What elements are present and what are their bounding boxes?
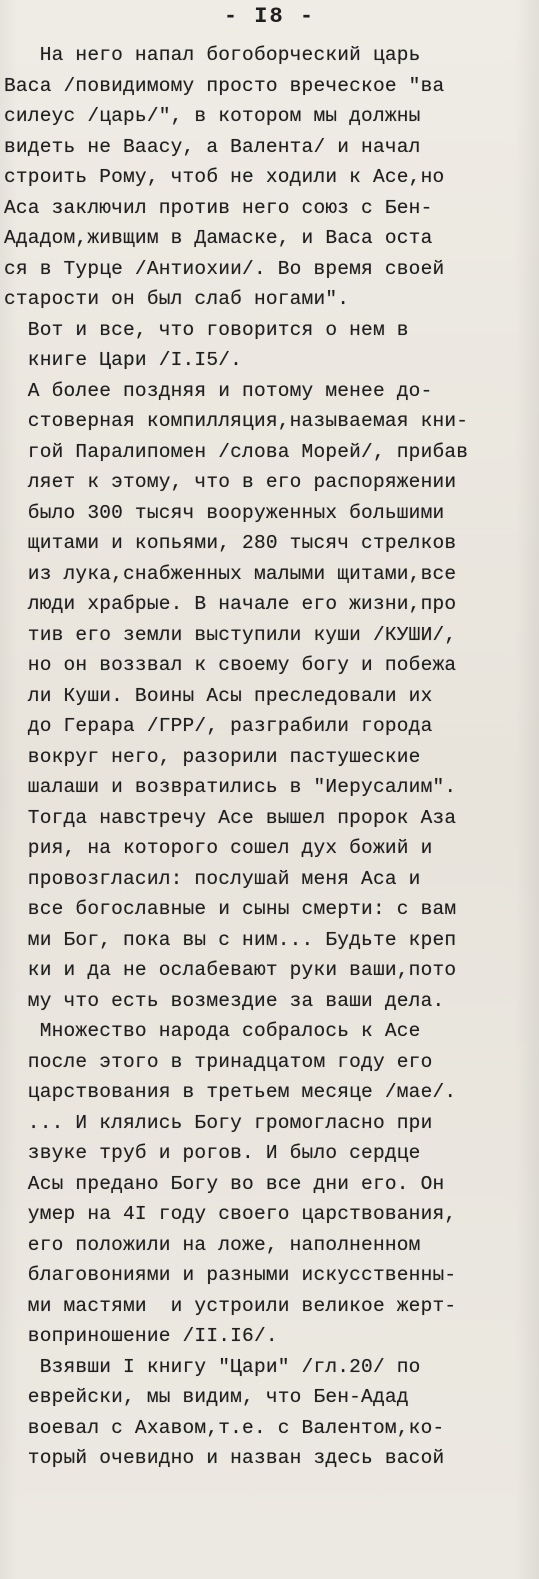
text-line: ли Куши. Воины Асы преследовали их xyxy=(4,684,433,707)
text-line: старости он был слаб ногами". xyxy=(4,288,350,310)
text-line: все богославные и сыны смерти: с вам xyxy=(4,898,457,920)
text-line: торый очевидно и назван здесь васой xyxy=(4,1447,445,1469)
text-line: ми мастями и устроили великое жерт- xyxy=(4,1294,457,1317)
text-line: ки и да не ослабевают руки ваши,пото xyxy=(4,959,457,981)
text-line: ми Бог, пока вы с ним... Будьте креп xyxy=(4,928,457,951)
text-line: тив его земли выступили куши /КУШИ/, xyxy=(4,623,457,646)
text-line: умер на 4I году своего царствования, xyxy=(4,1203,457,1225)
text-line: вокруг него, разорили пастушеские xyxy=(4,745,421,768)
text-line: Тогда навстречу Асе вышел пророк Аза xyxy=(4,806,457,829)
text-line: Аса заключил против него союз с Бен- xyxy=(4,196,433,219)
text-line: Вот и все, что говорится о нем в xyxy=(4,318,409,341)
text-line: было 300 тысяч вооруженных большими xyxy=(4,501,445,524)
text-line: А более поздняя и потому менее до- xyxy=(4,379,433,402)
text-line: царствования в третьем месяце /мае/. xyxy=(4,1081,457,1103)
text-line: благовониями и разными искусственны- xyxy=(4,1264,457,1286)
text-line: ся в Турце /Антиохии/. Во время своей xyxy=(4,257,445,280)
text-line: его положили на ложе, наполненном xyxy=(4,1233,421,1256)
text-line: книге Цари /I.I5/. xyxy=(4,349,243,371)
text-line: строить Рому, чтоб не ходили к Асе,но xyxy=(4,166,445,188)
text-line: до Герара /ГРР/, разграбили города xyxy=(4,715,433,737)
text-line: ... И клялись Богу громогласно при xyxy=(4,1111,433,1134)
text-line: му что есть возмездие за ваши дела. xyxy=(4,989,445,1012)
text-line: На него напал богоборческий царь xyxy=(4,44,421,66)
body-text xyxy=(4,40,534,1474)
text-line: видеть не Ваасу, а Валента/ и начал xyxy=(4,135,421,158)
text-line: силеус /царь/", в котором мы должны xyxy=(4,105,421,127)
text-line: Взявши I книгу "Цари" /гл.20/ по xyxy=(4,1355,421,1378)
text-line: но он воззвал к своему богу и побежа xyxy=(4,654,457,676)
text-line: рия, на которого сошел дух божий и xyxy=(4,837,433,859)
text-line: люди храбрые. В начале его жизни,про xyxy=(4,593,457,615)
page-number: - I8 - xyxy=(223,4,316,29)
text-line: ляет к этому, что в его распоряжении xyxy=(4,471,457,493)
text-line: провозгласил: послушай меня Аса и xyxy=(4,867,421,890)
text-line: стоверная компилляция,называемая кни- xyxy=(4,410,469,432)
text-line: воевал с Ахавом,т.е. с Валентом,ко- xyxy=(4,1416,445,1439)
text-line: шалаши и возвратились в "Иерусалим". xyxy=(4,776,457,798)
text-line: гой Паралипомен /слова Морей/, прибав xyxy=(4,440,469,463)
text-line: щитами и копьями, 280 тысяч стрелков xyxy=(4,532,457,554)
text-line: из лука,снабженных малыми щитами,все xyxy=(4,562,457,585)
text-line: Ададом,живщим в Дамаске, и Васа оста xyxy=(4,227,433,249)
text-line: звуке труб и рогов. И было сердце xyxy=(4,1142,421,1164)
text-line: после этого в тринадцатом году его xyxy=(4,1050,433,1073)
text-line: Асы предано Богу во все дни его. Он xyxy=(4,1172,445,1195)
text-line: воприношение /II.I6/. xyxy=(4,1325,278,1347)
text-line: еврейски, мы видим, что Бен-Адад xyxy=(4,1386,409,1408)
text-line: Множество народа собралось к Асе xyxy=(4,1020,421,1042)
text-line: Васа /повидимому просто вреческое "ва xyxy=(4,74,445,97)
